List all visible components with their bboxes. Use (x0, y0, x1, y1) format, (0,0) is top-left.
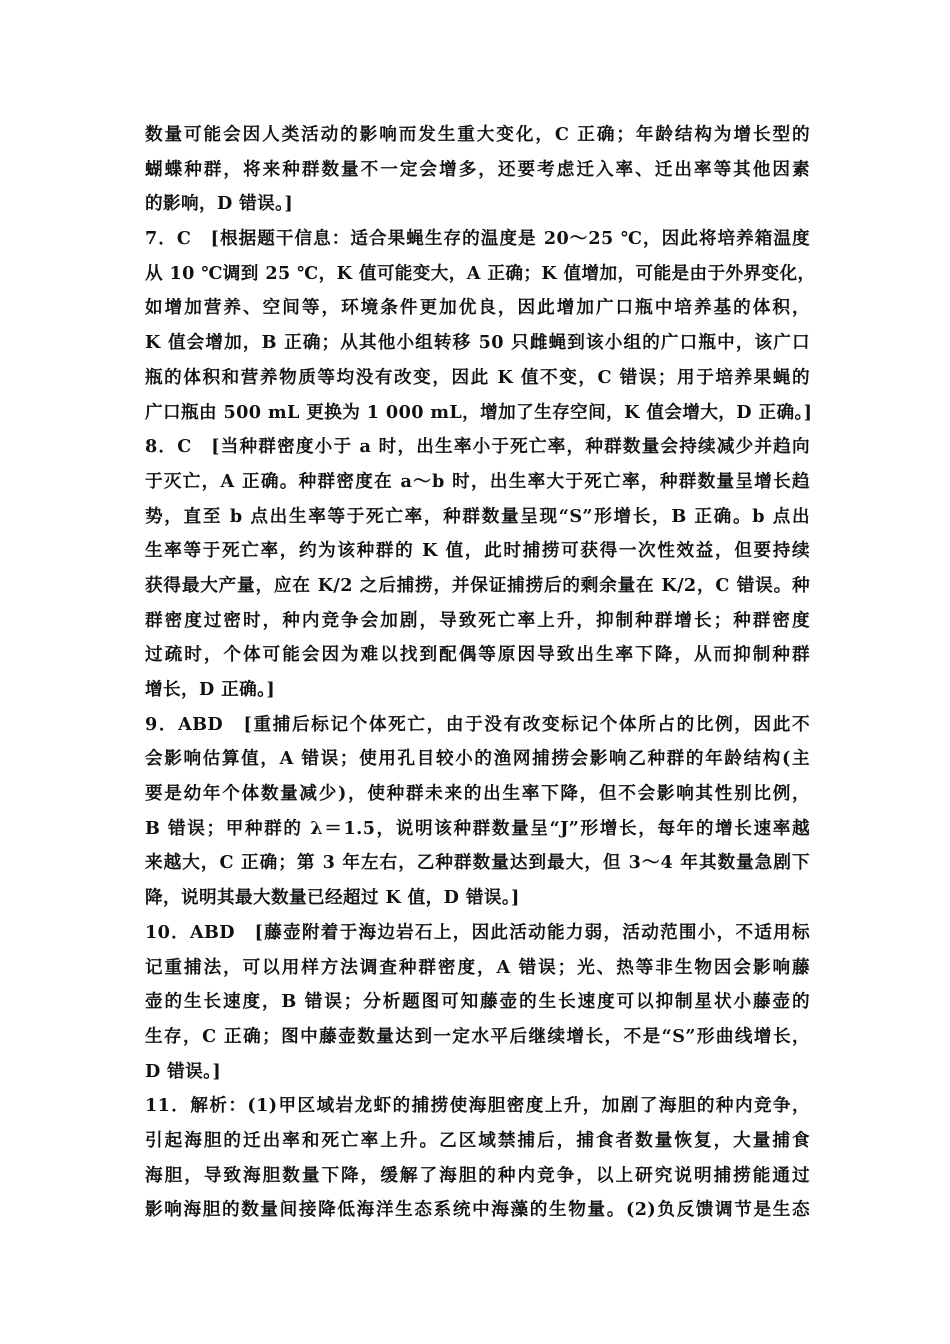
text-line: 的影响，D 错误。] (145, 193, 294, 215)
text-line: 数量可能会因人类活动的影响而发生重大变化，C 正确；年龄结构为增长型的 (145, 124, 810, 145)
text-line: 过疏时，个体可能会因为难以找到配偶等原因导致出生率下降，从而抑制种群 (145, 644, 810, 666)
text-line: 降，说明其最大数量已经超过 K 值，D 错误。] (145, 887, 520, 909)
text-line: B 错误；甲种群的 λ＝1.5，说明该种群数量呈“J”形增长，每年的增长速率越 (145, 817, 810, 839)
text-line: 生存，C 正确；图中藤壶数量达到一定水平后继续增长，不是“S”形曲线增长， (145, 1025, 810, 1047)
text-line: K 值会增加，B 正确；从其他小组转移 50 只雌蝇到该小组的广口瓶中，该广口 (145, 332, 810, 354)
text-line: 群密度过密时，种内竞争会加剧，导致死亡率上升，抑制种群增长；种群密度 (145, 609, 810, 631)
text-line: 于灭亡，A 正确。种群密度在 a～b 时，出生率大于死亡率，种群数量呈增长趋 (145, 470, 810, 492)
text-line: 增长，D 正确。] (145, 679, 276, 700)
text-line: 海胆，导致海胆数量下降，缓解了海胆的种内竞争，以上研究说明捕捞能通过 (145, 1164, 810, 1186)
text-line: 引起海胆的迁出率和死亡率上升。乙区域禁捕后，捕食者数量恢复，大量捕食 (145, 1129, 810, 1151)
text-line: 势，直至 b 点出生率等于死亡率，种群数量呈现“S”形增长，B 正确。b 点出 (145, 505, 810, 527)
text-line: 蝴蝶种群，将来种群数量不一定会增多，还要考虑迁入率、迁出率等其他因素 (145, 158, 810, 180)
text-line: 广口瓶由 500 mL 更换为 1 000 mL，增加了生存空间，K 值会增大，D 正确。] (145, 401, 813, 423)
text-line: 影响海胆的数量间接降低海洋生态系统中海藻的生物量。(2)负反馈调节是生态 (145, 1199, 810, 1221)
text-line: 7．C [根据题干信息：适合果蝇生存的温度是 20～25 ℃，因此将培养箱温度 (145, 228, 810, 250)
text-line: 来越大，C 正确；第 3 年左右，乙种群数量达到最大，但 3～4 年其数量急剧下 (145, 852, 810, 874)
text-line: 记重捕法，可以用样方法调查种群密度，A 错误；光、热等非生物因会影响藤 (145, 956, 810, 978)
text-line: 获得最大产量，应在 K/2 之后捕捞，并保证捕捞后的剩余量在 K/2，C 错误。种 (145, 574, 810, 596)
text-line: 如增加营养、空间等，环境条件更加优良，因此增加广口瓶中培养基的体积， (145, 297, 810, 319)
answer-text-body (145, 118, 816, 1228)
text-line: 从 10 ℃调到 25 ℃，K 值可能变大，A 正确；K 值增加，可能是由于外界变化， (145, 262, 816, 284)
text-line: 要是幼年个体数量减少)，使种群未来的出生率下降，但不会影响其性别比例， (145, 783, 810, 805)
text-line: 10．ABD [藤壶附着于海边岩石上，因此活动能力弱，活动范围小，不适用标 (145, 921, 810, 943)
text-line: 会影响估算值，A 错误；使用孔目较小的渔网捕捞会影响乙种群的年龄结构(主 (145, 748, 810, 770)
text-line: 生率等于死亡率，约为该种群的 K 值，此时捕捞可获得一次性效益，但要持续 (145, 540, 810, 562)
text-line: 瓶的体积和营养物质等均没有改变，因此 K 值不变，C 错误；用于培养果蝇的 (145, 366, 810, 388)
text-line: 8．C [当种群密度小于 a 时，出生率小于死亡率，种群数量会持续减少并趋向 (145, 436, 810, 458)
text-line: 9．ABD [重捕后标记个体死亡，由于没有改变标记个体所占的比例，因此不 (145, 713, 810, 735)
text-line: 壶的生长速度，B 错误；分析题图可知藤壶的生长速度可以抑制星状小藤壶的 (145, 991, 810, 1013)
text-line: D 错误。] (145, 1060, 222, 1082)
text-line: 11．解析：(1)甲区域岩龙虾的捕捞使海胆密度上升，加剧了海胆的种内竞争， (145, 1095, 810, 1117)
